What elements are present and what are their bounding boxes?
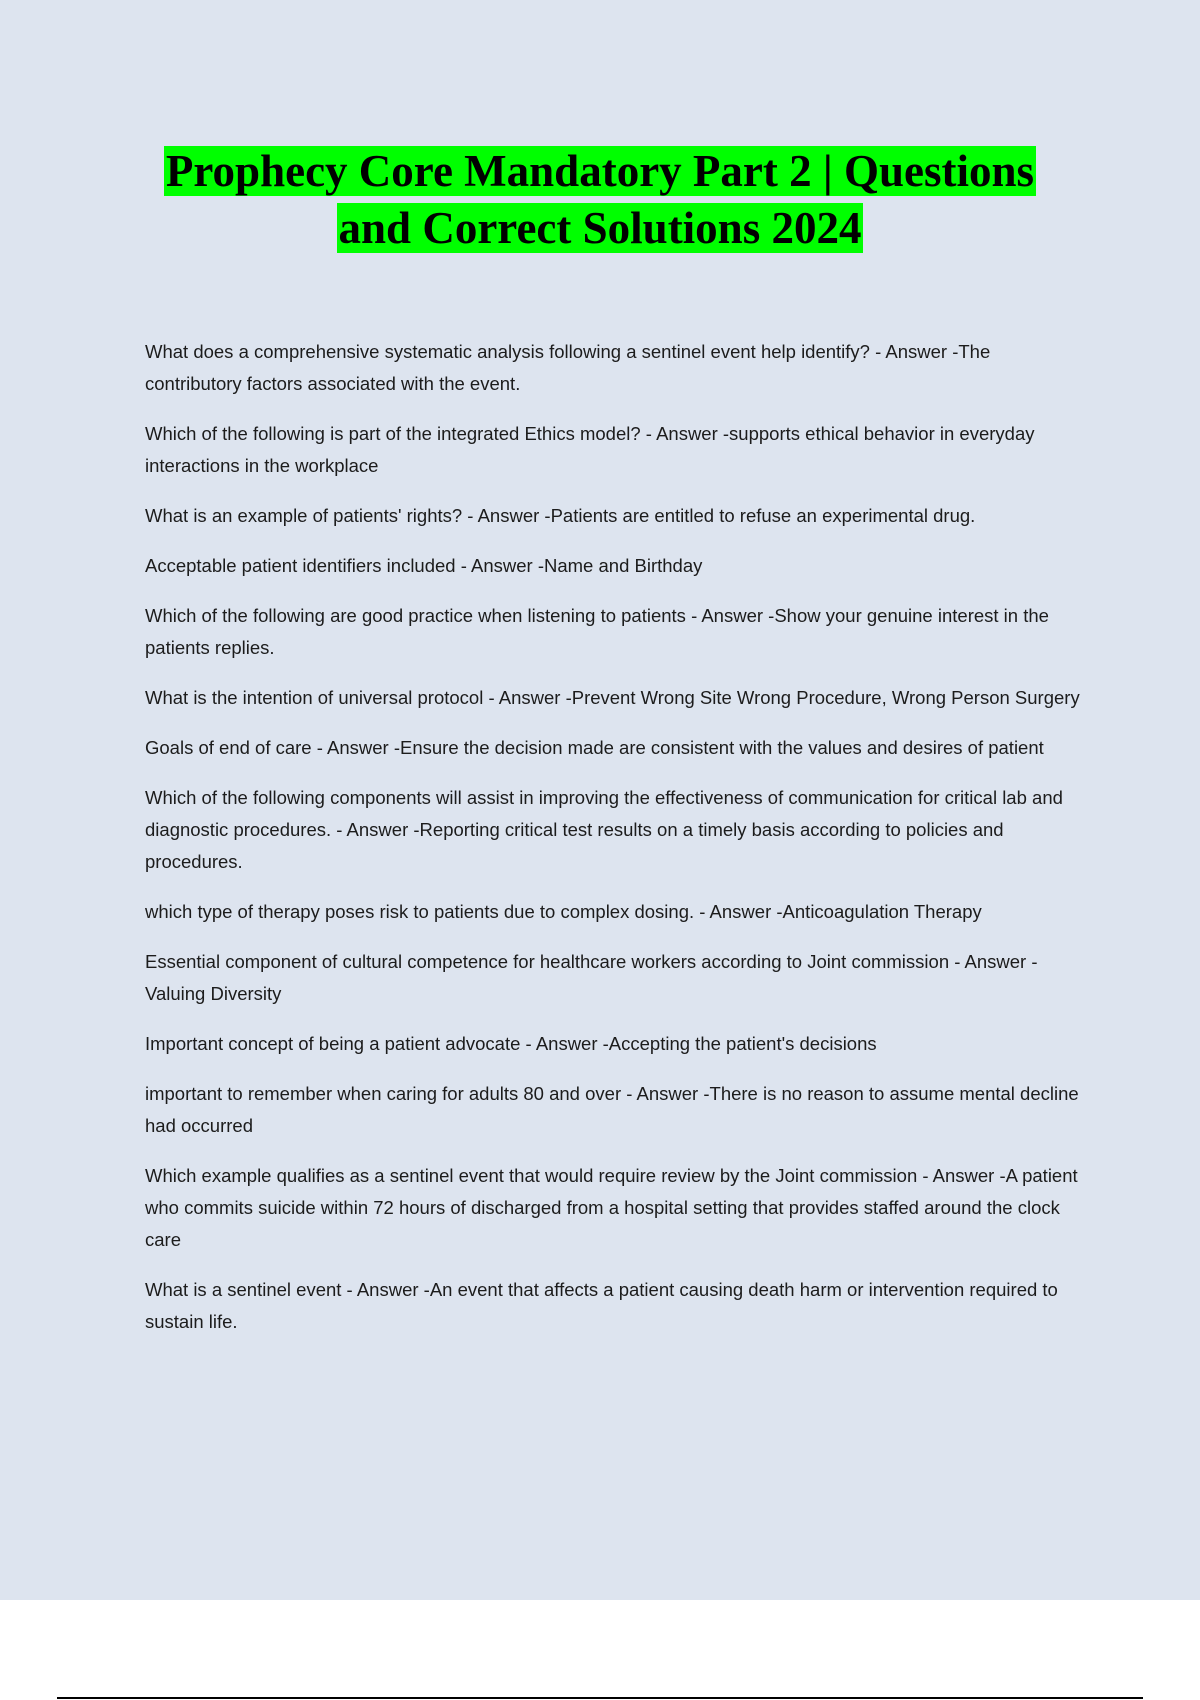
qa-item: What does a comprehensive systematic analysis following a sentinel event help identify? - Answer -The contributory factors associated with the event. bbox=[145, 341, 991, 394]
qa-item: Goals of end of care - Answer -Ensure the decision made are consistent with the values and desires of patient bbox=[145, 737, 1044, 758]
qa-item: Which of the following components will assist in improving the effectiveness of communication for critical lab and diagnostic procedures. - Answer -Reporting critical test results on a timely basis according to policies and procedures. bbox=[145, 787, 1063, 872]
qa-item: What is the intention of universal protocol - Answer -Prevent Wrong Site Wrong Procedure, Wrong Person Surgery bbox=[145, 687, 1080, 708]
title-line-2: and Correct Solutions 2024 bbox=[338, 203, 862, 253]
qa-item: What is an example of patients' rights? - Answer -Patients are entitled to refuse an experimental drug. bbox=[145, 505, 976, 526]
qa-item: Which of the following is part of the integrated Ethics model? - Answer -supports ethical behavior in everyday interactions in the workplace bbox=[145, 423, 1035, 476]
qa-item: Essential component of cultural competence for healthcare workers according to Joint commission - Answer -Valuing Diversity bbox=[145, 951, 1038, 1004]
document-title bbox=[100, 143, 1100, 257]
qa-item: What is a sentinel event - Answer -An event that affects a patient causing death harm or intervention required to sustain life. bbox=[145, 1279, 1058, 1332]
qa-item: Which example qualifies as a sentinel event that would require review by the Joint commission - Answer -A patient who commits suicide within 72 hours of discharged from a hospital setting that provides staffed around the clock care bbox=[145, 1165, 1078, 1250]
qa-item: Which of the following are good practice when listening to patients - Answer -Show your genuine interest in the patients replies. bbox=[145, 605, 1049, 658]
qa-item: important to remember when caring for adults 80 and over - Answer -There is no reason to assume mental decline had occurred bbox=[145, 1083, 1079, 1136]
page-divider bbox=[57, 1697, 1143, 1699]
qa-list bbox=[145, 336, 1090, 1356]
qa-item: which type of therapy poses risk to patients due to complex dosing. - Answer -Anticoagulation Therapy bbox=[145, 901, 982, 922]
qa-item: Acceptable patient identifiers included - Answer -Name and Birthday bbox=[145, 555, 703, 576]
title-line-1: Prophecy Core Mandatory Part 2 | Questions bbox=[165, 146, 1035, 196]
qa-item: Important concept of being a patient advocate - Answer -Accepting the patient's decisions bbox=[145, 1033, 877, 1054]
